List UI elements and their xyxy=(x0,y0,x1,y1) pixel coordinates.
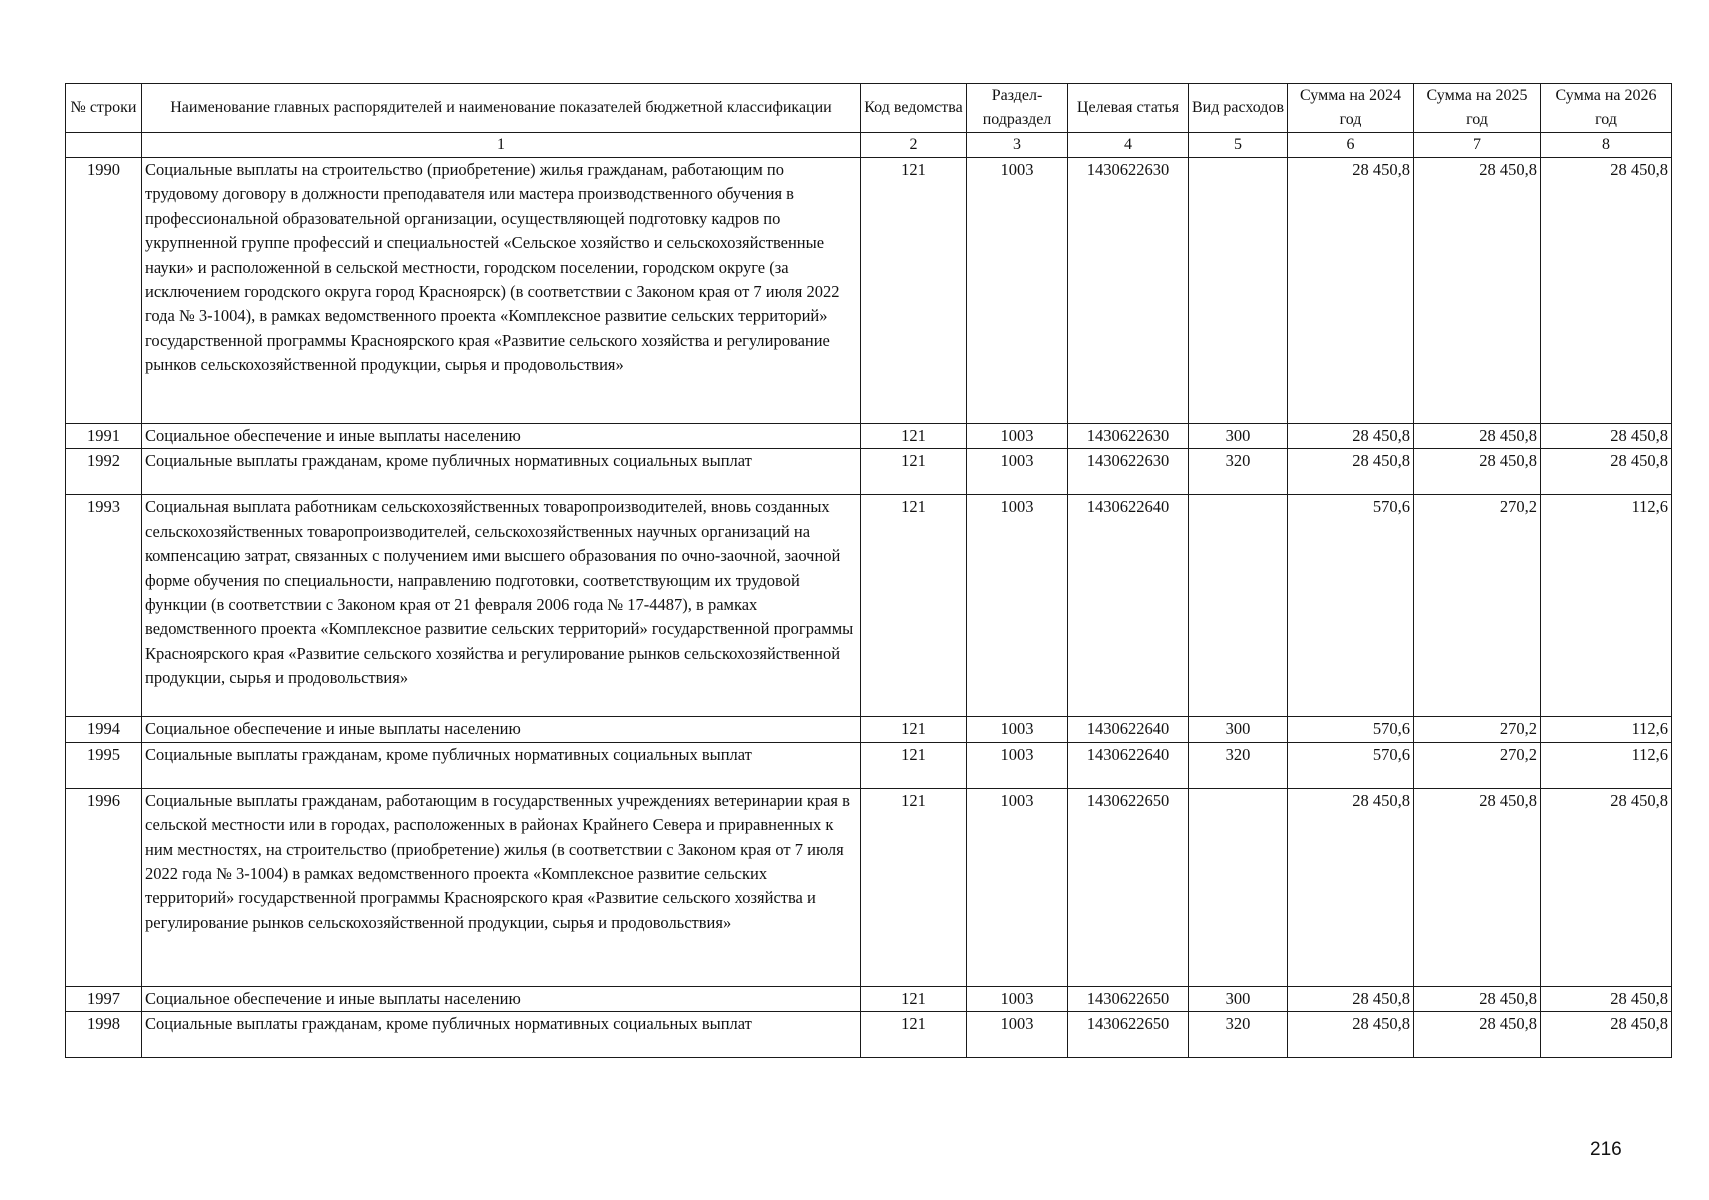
column-number: 6 xyxy=(1288,133,1414,158)
row-sum-2026: 112,6 xyxy=(1541,495,1672,717)
row-number: 1992 xyxy=(66,449,142,495)
row-number: 1997 xyxy=(66,986,142,1011)
row-number: 1991 xyxy=(66,424,142,449)
row-expense-type: 320 xyxy=(1189,742,1288,788)
header-sum-2026: Сумма на 2026 год xyxy=(1541,84,1672,133)
table-row xyxy=(66,1012,1672,1058)
header-section: Раздел-подраздел xyxy=(967,84,1068,133)
row-sum-2025: 28 450,8 xyxy=(1414,424,1541,449)
row-name: Социальное обеспечение и иные выплаты населению xyxy=(142,986,861,1011)
row-dept-code: 121 xyxy=(861,495,967,717)
row-sum-2024: 570,6 xyxy=(1288,717,1414,742)
row-number: 1993 xyxy=(66,495,142,717)
row-sum-2024: 28 450,8 xyxy=(1288,986,1414,1011)
row-name: Социальные выплаты на строительство (приобретение) жилья гражданам, работающим по трудовому договору в должности преподавателя или мастера производственного обучения в профессиональной образовательной организации, осуществляющей подготовку кадров по укрупненной группе профессий и специальностей «Сельское хозяйство и сельскохозяйственные науки» и расположенной в сельской местности, городском поселении, городском округе (за исключением городского округа город Красноярск) (в соответствии с Законом края от 7 июля 2022 года № 3-1004), в рамках ведомственного проекта «Комплексное развитие сельских территорий» государственной программы Красноярского края «Развитие сельского хозяйства и регулирование рынков сельскохозяйственной продукции, сырья и продовольствия» xyxy=(142,158,861,424)
row-section: 1003 xyxy=(967,717,1068,742)
row-sum-2026: 112,6 xyxy=(1541,717,1672,742)
row-sum-2026: 28 450,8 xyxy=(1541,449,1672,495)
table-row xyxy=(66,742,1672,788)
row-dept-code: 121 xyxy=(861,986,967,1011)
row-sum-2026: 28 450,8 xyxy=(1541,1012,1672,1058)
row-expense-type: 300 xyxy=(1189,986,1288,1011)
row-target-article: 1430622630 xyxy=(1068,424,1189,449)
table-row xyxy=(66,449,1672,495)
row-dept-code: 121 xyxy=(861,717,967,742)
row-sum-2025: 270,2 xyxy=(1414,742,1541,788)
row-number: 1994 xyxy=(66,717,142,742)
column-number: 7 xyxy=(1414,133,1541,158)
header-sum-2024: Сумма на 2024 год xyxy=(1288,84,1414,133)
row-dept-code: 121 xyxy=(861,449,967,495)
row-target-article: 1430622640 xyxy=(1068,717,1189,742)
row-sum-2025: 28 450,8 xyxy=(1414,158,1541,424)
row-sum-2025: 270,2 xyxy=(1414,495,1541,717)
table-row xyxy=(66,986,1672,1011)
row-section: 1003 xyxy=(967,424,1068,449)
row-sum-2025: 28 450,8 xyxy=(1414,449,1541,495)
column-number: 1 xyxy=(142,133,861,158)
row-number: 1998 xyxy=(66,1012,142,1058)
row-section: 1003 xyxy=(967,158,1068,424)
header-row-no: № строки xyxy=(66,84,142,133)
row-name: Социальные выплаты гражданам, кроме публичных нормативных социальных выплат xyxy=(142,742,861,788)
column-number: 5 xyxy=(1189,133,1288,158)
row-expense-type xyxy=(1189,788,1288,986)
page-number: 216 xyxy=(1590,1139,1622,1160)
row-sum-2024: 28 450,8 xyxy=(1288,424,1414,449)
row-sum-2026: 28 450,8 xyxy=(1541,424,1672,449)
table-row xyxy=(66,158,1672,424)
row-expense-type: 300 xyxy=(1189,424,1288,449)
row-section: 1003 xyxy=(967,986,1068,1011)
table-row xyxy=(66,424,1672,449)
column-number: 2 xyxy=(861,133,967,158)
column-numbers-row xyxy=(66,133,1672,158)
row-target-article: 1430622630 xyxy=(1068,158,1189,424)
row-name: Социальное обеспечение и иные выплаты населению xyxy=(142,717,861,742)
row-name: Социальное обеспечение и иные выплаты населению xyxy=(142,424,861,449)
column-number: 3 xyxy=(967,133,1068,158)
row-dept-code: 121 xyxy=(861,788,967,986)
row-target-article: 1430622640 xyxy=(1068,495,1189,717)
row-target-article: 1430622650 xyxy=(1068,788,1189,986)
column-number xyxy=(66,133,142,158)
row-number: 1995 xyxy=(66,742,142,788)
row-target-article: 1430622650 xyxy=(1068,1012,1189,1058)
table-row xyxy=(66,717,1672,742)
row-name: Социальные выплаты гражданам, работающим в государственных учреждениях ветеринарии края в сельской местности или в городах, расположенных в районах Крайнего Севера и приравненных к ним местностях, на строительство (приобретение) жилья (в соответствии с Законом края от 7 июля 2022 года № 3-1004) в рамках ведомственного проекта «Комплексное развитие сельских территорий» государственной программы Красноярского края «Развитие сельского хозяйства и регулирование рынков сельскохозяйственной продукции, сырья и продовольствия» xyxy=(142,788,861,986)
column-number: 4 xyxy=(1068,133,1189,158)
column-number: 8 xyxy=(1541,133,1672,158)
row-expense-type: 320 xyxy=(1189,1012,1288,1058)
header-target-article: Целевая статья xyxy=(1068,84,1189,133)
row-sum-2024: 570,6 xyxy=(1288,495,1414,717)
row-section: 1003 xyxy=(967,742,1068,788)
row-section: 1003 xyxy=(967,495,1068,717)
row-dept-code: 121 xyxy=(861,1012,967,1058)
table-row xyxy=(66,495,1672,717)
header-name: Наименование главных распорядителей и наименование показателей бюджетной классификации xyxy=(142,84,861,133)
header-row xyxy=(66,84,1672,133)
row-sum-2025: 270,2 xyxy=(1414,717,1541,742)
row-sum-2025: 28 450,8 xyxy=(1414,986,1541,1011)
row-expense-type: 320 xyxy=(1189,449,1288,495)
row-expense-type xyxy=(1189,158,1288,424)
row-sum-2025: 28 450,8 xyxy=(1414,788,1541,986)
row-sum-2024: 28 450,8 xyxy=(1288,449,1414,495)
row-sum-2026: 112,6 xyxy=(1541,742,1672,788)
row-sum-2024: 28 450,8 xyxy=(1288,788,1414,986)
table-row xyxy=(66,788,1672,986)
row-sum-2026: 28 450,8 xyxy=(1541,158,1672,424)
row-number: 1996 xyxy=(66,788,142,986)
header-expense-type: Вид расходов xyxy=(1189,84,1288,133)
row-sum-2024: 28 450,8 xyxy=(1288,158,1414,424)
row-expense-type: 300 xyxy=(1189,717,1288,742)
row-section: 1003 xyxy=(967,788,1068,986)
row-expense-type xyxy=(1189,495,1288,717)
row-dept-code: 121 xyxy=(861,158,967,424)
row-name: Социальные выплаты гражданам, кроме публичных нормативных социальных выплат xyxy=(142,1012,861,1058)
row-number: 1990 xyxy=(66,158,142,424)
row-section: 1003 xyxy=(967,449,1068,495)
row-target-article: 1430622650 xyxy=(1068,986,1189,1011)
row-sum-2026: 28 450,8 xyxy=(1541,986,1672,1011)
row-section: 1003 xyxy=(967,1012,1068,1058)
row-dept-code: 121 xyxy=(861,424,967,449)
header-dept-code: Код ведомства xyxy=(861,84,967,133)
row-sum-2024: 570,6 xyxy=(1288,742,1414,788)
row-target-article: 1430622640 xyxy=(1068,742,1189,788)
row-dept-code: 121 xyxy=(861,742,967,788)
row-sum-2025: 28 450,8 xyxy=(1414,1012,1541,1058)
row-name: Социальные выплаты гражданам, кроме публичных нормативных социальных выплат xyxy=(142,449,861,495)
row-sum-2026: 28 450,8 xyxy=(1541,788,1672,986)
row-target-article: 1430622630 xyxy=(1068,449,1189,495)
budget-table xyxy=(65,83,1672,1058)
row-name: Социальная выплата работникам сельскохозяйственных товаропроизводителей, вновь созданных сельскохозяйственных товаропроизводителей, сельскохозяйственных научных организаций на компенсацию затрат, связанных с получением ими высшего образования по очно-заочной, заочной форме обучения по специальности, направлению подготовки, соответствующим их трудовой функции (в соответствии с Законом края от 21 февраля 2006 года № 17-4487), в рамках ведомственного проекта «Комплексное развитие сельских территорий» государственной программы Красноярского края «Развитие сельского хозяйства и регулирование рынков сельскохозяйственной продукции, сырья и продовольствия» xyxy=(142,495,861,717)
row-sum-2024: 28 450,8 xyxy=(1288,1012,1414,1058)
header-sum-2025: Сумма на 2025 год xyxy=(1414,84,1541,133)
